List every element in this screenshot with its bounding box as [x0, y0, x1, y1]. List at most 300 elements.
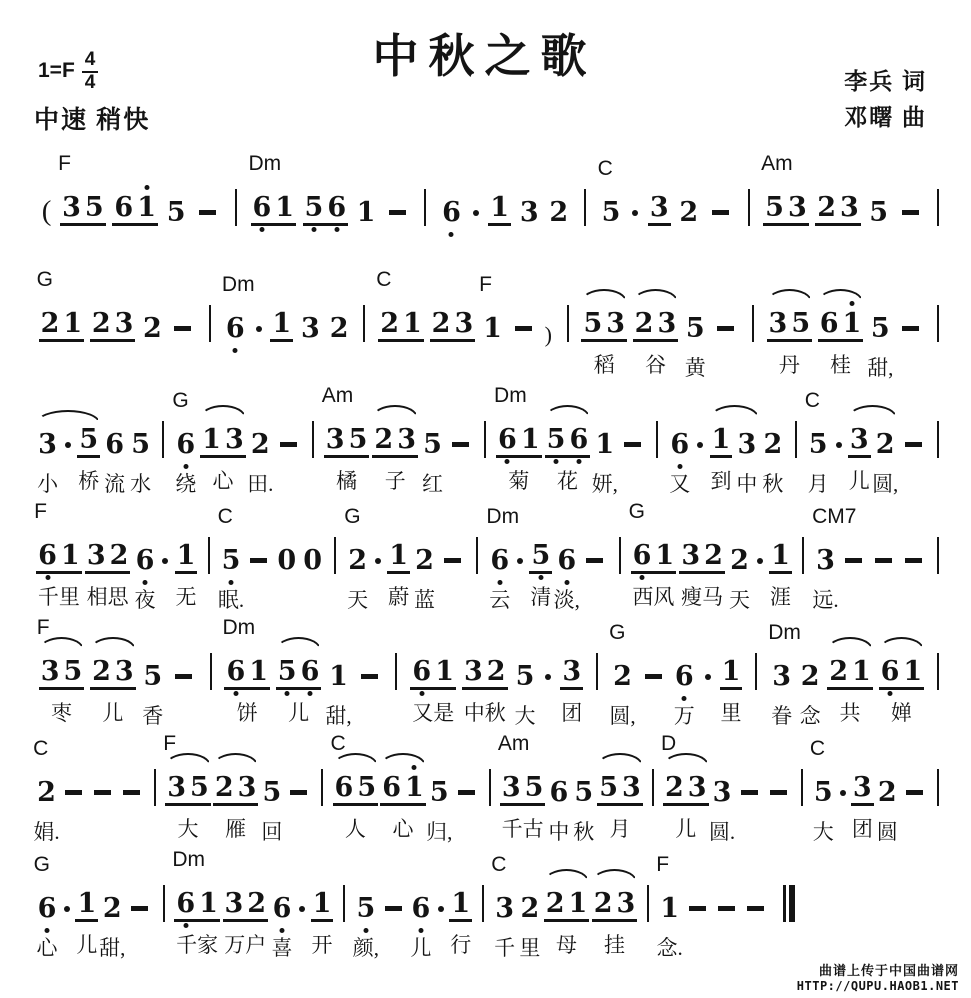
- measure: [428, 194, 582, 226]
- note: 6: [675, 663, 694, 690]
- octave-dot-low: [505, 459, 510, 464]
- note: 1: [356, 197, 376, 228]
- octave-dot-low: [419, 691, 424, 696]
- lyric-syllable: 云: [489, 588, 511, 612]
- measure: [158, 732, 319, 844]
- beat-cell: [453, 790, 480, 806]
- beat-cell: [410, 656, 456, 725]
- chord-label: G: [36, 268, 53, 291]
- beat-cell: [848, 424, 871, 493]
- chord-label: Am: [497, 732, 530, 755]
- barline: [208, 537, 210, 574]
- lyric-syllable: 圆.: [708, 820, 736, 844]
- barline: [210, 653, 212, 690]
- chord-label: Am: [321, 384, 354, 407]
- note: 5: [524, 772, 544, 803]
- lyric-syllable: 共: [839, 701, 861, 725]
- slur-arc: [767, 289, 813, 302]
- final-barline-thin: [783, 885, 786, 922]
- lyric-syllable: 母: [555, 933, 577, 957]
- note: 3: [86, 540, 106, 571]
- lyric-syllable: 天: [728, 588, 750, 612]
- beat-cell: [833, 442, 845, 458]
- slur-arc: [90, 637, 136, 650]
- beat-cell: [275, 547, 298, 574]
- note: 6: [549, 777, 569, 808]
- note: 2: [143, 313, 162, 344]
- note: 6: [327, 194, 346, 221]
- barline: [802, 537, 804, 574]
- note: 5: [423, 429, 442, 460]
- augmentation-dot: [162, 558, 168, 564]
- beat-cell: [276, 656, 322, 725]
- beat-cell: [597, 157, 623, 228]
- note: 1: [655, 540, 675, 571]
- beat-cell: [867, 199, 890, 226]
- note: 2: [109, 540, 129, 571]
- beat-cell: [165, 199, 188, 226]
- lyric-syllable: 雁: [225, 817, 247, 841]
- chord-label: C: [491, 853, 507, 876]
- beat-cell: [40, 197, 54, 226]
- note: 5: [583, 308, 603, 339]
- note: 6: [490, 547, 509, 574]
- beat-cell: [872, 429, 899, 496]
- note: 5: [79, 424, 99, 455]
- lyric-syllable: 涯: [770, 585, 791, 609]
- note: 2: [40, 308, 60, 339]
- chord-label: D: [660, 732, 677, 755]
- lyric-syllable: 人: [344, 817, 366, 841]
- beat-cell: [679, 540, 725, 609]
- lyricist-credit: 李兵 词: [844, 69, 927, 94]
- note: 5: [262, 777, 282, 808]
- beat-cell: [628, 500, 677, 609]
- lyric-syllable: 儿: [848, 469, 870, 493]
- note: 3: [501, 772, 521, 803]
- note: 6: [38, 542, 57, 569]
- beat-cell: [222, 616, 270, 725]
- note: 2: [214, 772, 234, 803]
- note: 3: [325, 424, 345, 455]
- beat-cell: [736, 790, 763, 806]
- duration-dash: [199, 210, 216, 215]
- slur-arc: [592, 869, 638, 882]
- measure: [623, 500, 801, 612]
- duration-dash: [741, 790, 758, 795]
- duration-dash: [689, 906, 706, 911]
- beat-cell: [462, 656, 508, 725]
- measure: [167, 848, 341, 960]
- lyric-syllable: 花: [556, 469, 578, 493]
- note: 5: [348, 424, 368, 455]
- lyric-syllable: 大: [177, 817, 199, 841]
- beat-cell: [99, 893, 126, 960]
- beat-cell: [897, 326, 924, 342]
- beat-cell: [170, 674, 197, 690]
- open-paren: (: [41, 195, 52, 227]
- barline: [748, 189, 750, 226]
- note: 5: [305, 194, 324, 221]
- beat-cell: [581, 308, 627, 377]
- barline: [567, 305, 569, 342]
- key-signature: [38, 50, 98, 93]
- note: 2: [613, 661, 632, 692]
- augmentation-dot: [64, 906, 70, 912]
- note: 6: [38, 895, 57, 922]
- chord-label: G: [344, 505, 361, 528]
- augmentation-dot: [517, 558, 523, 564]
- beat-cell: [514, 661, 537, 728]
- beat-cell: [767, 308, 813, 377]
- beat-cell: [707, 210, 734, 226]
- lyric-syllable: 秋: [573, 820, 595, 844]
- octave-dot-low: [259, 227, 264, 232]
- beat-cell: [897, 210, 924, 226]
- barline: [801, 769, 803, 806]
- beat-cell: [90, 310, 136, 342]
- beat-cell: [221, 273, 255, 344]
- chord-label: Am: [761, 152, 793, 175]
- measure: [28, 424, 160, 496]
- slur-arc: [200, 405, 246, 418]
- lyric-syllable: 圆: [876, 820, 898, 844]
- barline: [795, 421, 797, 458]
- lyric-syllable: 子: [384, 469, 406, 493]
- measure: [316, 384, 482, 496]
- lyric-syllable: 小: [37, 472, 59, 496]
- slur-arc: [710, 405, 759, 418]
- beat-cell: [134, 545, 157, 612]
- note: 6: [442, 199, 461, 226]
- lyric-syllable: 夜: [134, 588, 156, 612]
- augmentation-dot: [705, 674, 711, 680]
- augmentation-dot: [545, 674, 551, 680]
- final-barline: [783, 885, 795, 922]
- beat-cell: [491, 853, 516, 960]
- lyric-syllable: 到: [710, 469, 732, 493]
- measure: [239, 152, 422, 228]
- measure: [493, 732, 650, 844]
- measure: [28, 152, 233, 228]
- slur-arc: [545, 405, 591, 418]
- duration-dash: [902, 210, 919, 215]
- measure: [28, 737, 152, 844]
- measure: [651, 853, 777, 960]
- note: 1: [199, 888, 218, 919]
- lyric-syllable: 田.: [247, 472, 274, 496]
- lyric-syllable: 月: [609, 817, 631, 841]
- octave-dot-low: [887, 691, 892, 696]
- beat-cell: [253, 326, 265, 342]
- chord-label: Dm: [486, 505, 520, 528]
- note: 1: [595, 429, 615, 460]
- beat-cell: [217, 505, 245, 612]
- measure: [399, 656, 594, 728]
- beat-cell: [867, 313, 894, 380]
- chord-label: C: [33, 737, 49, 760]
- note: 3: [454, 308, 474, 339]
- note: 3: [237, 772, 257, 803]
- note: 6: [334, 772, 354, 803]
- duration-dash: [444, 558, 461, 563]
- lyric-syllable: 儿: [675, 817, 697, 841]
- meter-numerator: 4: [82, 50, 99, 73]
- duration-dash: [123, 790, 140, 795]
- note: 5: [190, 772, 209, 803]
- measure: [28, 268, 207, 344]
- octave-dot-low: [233, 348, 238, 353]
- chord-label: G: [172, 389, 189, 412]
- system-line: [28, 372, 941, 496]
- barline: [424, 189, 426, 226]
- note: 5: [574, 777, 594, 808]
- measure: [759, 621, 935, 728]
- barline: [163, 885, 165, 922]
- note: 2: [374, 424, 394, 455]
- beat-cell: [159, 558, 171, 574]
- note: 2: [102, 893, 122, 924]
- duration-dash: [747, 906, 764, 911]
- lyric-syllable: 颜,: [352, 936, 380, 960]
- beat-cell: [609, 621, 636, 728]
- note: 1: [660, 893, 680, 924]
- note: 2: [800, 661, 820, 692]
- beat-cell: [712, 326, 739, 342]
- lyric-syllable: 回: [261, 820, 283, 844]
- octave-dot-low: [640, 575, 645, 580]
- note: 6: [136, 547, 155, 574]
- note: 6: [569, 426, 588, 453]
- beat-cell: [372, 558, 384, 574]
- measure: [212, 505, 332, 612]
- barline: [363, 305, 365, 342]
- beat-cell: [62, 442, 74, 458]
- note: 1: [137, 194, 156, 221]
- beat-cell: [270, 310, 293, 342]
- note: 3: [816, 545, 835, 576]
- barline: [482, 885, 484, 922]
- beat-cell: [765, 790, 792, 806]
- note: 2: [348, 545, 367, 576]
- lyric-syllable: 千里: [37, 585, 80, 609]
- note: 2: [763, 429, 783, 460]
- note: 5: [531, 542, 550, 569]
- beat-cell: [543, 322, 554, 347]
- lyric-syllable: 流: [104, 472, 126, 496]
- note: 1: [405, 774, 424, 801]
- duration-dash: [175, 674, 192, 679]
- beat-cell: [311, 888, 334, 957]
- slur-arc: [372, 405, 418, 418]
- barline: [343, 885, 345, 922]
- measure: [486, 853, 645, 960]
- system-line: [28, 836, 795, 960]
- chord-label: Dm: [222, 616, 256, 639]
- chord-label: C: [330, 732, 346, 755]
- beat-cell: [421, 429, 444, 496]
- lyric-syllable: 大: [514, 704, 536, 728]
- octave-dot-low: [576, 459, 581, 464]
- lyric-syllable: 娟.: [33, 820, 60, 844]
- beat-cell: [901, 790, 928, 806]
- beat-cell: [261, 777, 284, 844]
- beat-cell: [449, 888, 472, 957]
- beat-cell: [413, 545, 436, 612]
- measure: [756, 308, 935, 380]
- note: 1: [435, 656, 455, 687]
- beat-cell: [384, 210, 411, 226]
- duration-dash: [875, 558, 892, 563]
- note: 6: [411, 895, 430, 922]
- lyric-syllable: 婵: [890, 701, 912, 725]
- measure: [600, 621, 753, 728]
- beat-cell: [301, 547, 324, 574]
- beat-cell: [126, 906, 153, 922]
- measure: [166, 389, 309, 496]
- beat-cell: [742, 906, 769, 922]
- duration-dash: [250, 558, 267, 563]
- note: 5: [357, 895, 376, 922]
- lyric-syllable: 圆,: [872, 472, 899, 496]
- beat-cell: [761, 152, 809, 226]
- beat-cell: [141, 315, 164, 342]
- chord-label: Dm: [494, 384, 527, 407]
- beat-cell: [61, 906, 73, 922]
- lyric-syllable: 饼: [236, 701, 258, 725]
- barline: [937, 421, 939, 458]
- duration-dash: [389, 210, 406, 215]
- note: 1: [176, 540, 196, 571]
- note: 6: [670, 431, 689, 458]
- note: 1: [63, 308, 83, 339]
- lyric-syllable: 蓝: [414, 588, 436, 612]
- note: 2: [545, 888, 565, 919]
- beat-cell: [430, 310, 476, 342]
- note: 5: [808, 429, 828, 460]
- beat-cell: [660, 732, 709, 841]
- measure: [799, 389, 935, 496]
- duration-dash: [174, 326, 191, 331]
- note: 6: [633, 542, 652, 569]
- lyric-syllable: 谷: [644, 353, 666, 377]
- note: 3: [224, 424, 244, 455]
- lyric-syllable: 儿: [410, 936, 432, 960]
- barline: [162, 421, 164, 458]
- note: 5: [84, 192, 104, 223]
- duration-dash: [280, 442, 297, 447]
- octave-dot-high: [412, 765, 417, 770]
- slur-arc: [380, 753, 426, 766]
- lyric-syllable: 远.: [812, 588, 839, 612]
- beat-cell: [486, 505, 520, 612]
- lyric-syllable: 中秋: [463, 701, 506, 725]
- octave-dot-low: [183, 923, 188, 928]
- note: 5: [429, 777, 449, 808]
- note: 5: [63, 656, 83, 687]
- beat-cell: [736, 429, 759, 496]
- lyric-syllable: 菊: [508, 469, 530, 493]
- note: 2: [664, 772, 684, 803]
- beat-cell: [702, 674, 714, 690]
- measure: [656, 732, 799, 844]
- beat-cell: [827, 656, 873, 725]
- duration-dash: [902, 326, 919, 331]
- note: 3: [768, 308, 788, 339]
- credits: [844, 64, 927, 135]
- lyric-syllable: 妍,: [591, 472, 618, 496]
- beat-cell: [761, 429, 784, 496]
- note: 2: [91, 308, 111, 339]
- note: 3: [787, 192, 807, 223]
- duration-dash: [717, 326, 734, 331]
- barline: [937, 653, 939, 690]
- beat-cell: [768, 621, 801, 728]
- barline: [395, 653, 397, 690]
- note: 1: [275, 192, 295, 223]
- note: 3: [519, 197, 539, 228]
- lyric-syllable: 归,: [426, 820, 453, 844]
- note: 1: [483, 313, 502, 344]
- note: 6: [176, 890, 195, 917]
- beat-cell: [629, 210, 641, 226]
- beat-cell: [275, 442, 302, 458]
- lyric-syllable: 开: [311, 933, 333, 957]
- beat-cell: [355, 199, 378, 226]
- note: 5: [765, 192, 784, 223]
- slur-arc: [36, 410, 100, 423]
- slur-arc: [818, 289, 864, 302]
- note: 2: [730, 545, 749, 576]
- note: 0: [277, 545, 297, 576]
- measure: [214, 616, 394, 728]
- lyric-syllable: 儿: [102, 701, 124, 725]
- beat-cell: [544, 888, 590, 957]
- beat-cell: [510, 326, 537, 342]
- note: 2: [431, 308, 451, 339]
- beat-cell: [141, 661, 164, 728]
- measure: [28, 616, 208, 728]
- note: 2: [817, 192, 836, 223]
- note: 3: [40, 656, 60, 687]
- beat-cell: [809, 737, 835, 844]
- note: 3: [840, 192, 859, 223]
- lyric-syllable: 无: [175, 585, 197, 609]
- note: 1: [721, 656, 741, 687]
- beat-cell: [163, 732, 211, 841]
- beat-cell: [870, 558, 897, 574]
- system-line: [28, 140, 941, 256]
- measure: [660, 424, 792, 496]
- octave-dot-low: [538, 575, 543, 580]
- note: 3: [562, 656, 582, 687]
- song-title: 中秋之歌: [372, 31, 597, 82]
- chord-label: Dm: [221, 273, 255, 296]
- barline: [937, 305, 939, 342]
- lyric-syllable: 淡,: [553, 588, 580, 612]
- lyric-syllable: 丹: [778, 353, 800, 377]
- octave-dot-low: [554, 459, 559, 464]
- duration-dash: [905, 558, 922, 563]
- beat-cell: [529, 540, 552, 609]
- measure: [325, 732, 486, 844]
- note: 2: [704, 540, 723, 571]
- note: 1: [490, 192, 510, 223]
- note: 1: [389, 540, 409, 571]
- beat-cell: [479, 273, 504, 344]
- beat-cell: [494, 384, 542, 493]
- chord-label: F: [479, 273, 492, 296]
